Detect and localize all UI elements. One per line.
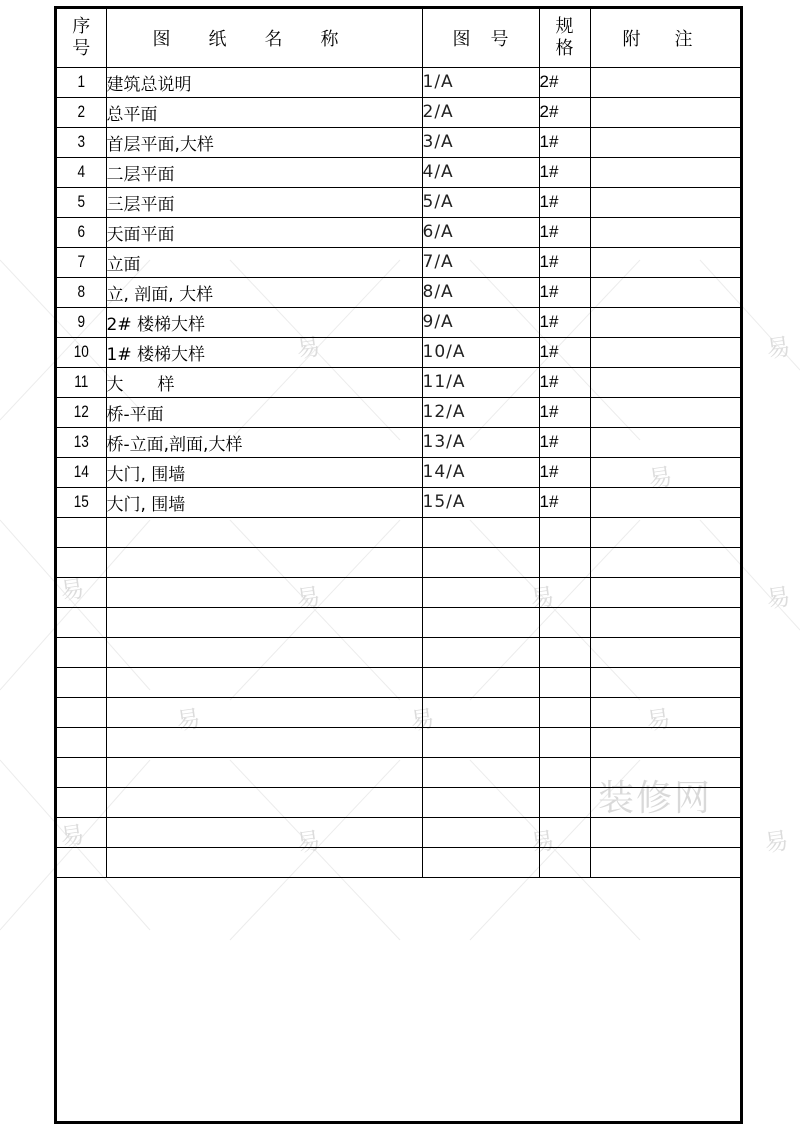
serial-number-cell	[62, 787, 101, 817]
header-remarks: 附 注	[590, 9, 743, 67]
sheet-size-cell: 1#	[539, 487, 590, 517]
watermark-char: 易	[58, 574, 87, 606]
header-drawing-name: 图 纸 名 称	[106, 9, 422, 67]
serial-number-cell	[62, 817, 101, 847]
remarks-cell	[590, 157, 743, 187]
table-row	[57, 367, 743, 397]
watermark-char: 易	[294, 582, 323, 614]
drawing-name-cell	[106, 847, 422, 877]
sheet-size-cell	[539, 667, 590, 697]
serial-number-cell: 5	[62, 187, 101, 217]
sheet-size-cell	[539, 607, 590, 637]
table-row	[57, 667, 743, 697]
watermark-char: 易	[174, 704, 203, 736]
drawing-name-cell	[106, 547, 422, 577]
sheet-size-cell: 1#	[539, 217, 590, 247]
table-row	[57, 547, 743, 577]
drawing-name-cell: 大门, 围墙	[106, 487, 422, 517]
remarks-cell	[590, 97, 743, 127]
serial-number-cell: 13	[62, 427, 101, 457]
serial-number-cell: 14	[62, 457, 101, 487]
remarks-cell	[590, 367, 743, 397]
drawing-number-cell	[422, 577, 539, 607]
remarks-cell	[590, 337, 743, 367]
table-row	[57, 187, 743, 217]
remarks-cell	[590, 637, 743, 667]
table-row	[57, 277, 743, 307]
drawing-name-cell	[106, 787, 422, 817]
drawing-number-cell: 9/A	[422, 307, 539, 337]
sheet-size-cell: 1#	[539, 247, 590, 277]
sheet-size-cell: 1#	[539, 277, 590, 307]
watermark-char: 易	[58, 820, 87, 852]
remarks-cell	[590, 727, 743, 757]
remarks-cell	[590, 307, 743, 337]
drawing-name-cell: 桥-立面,剖面,大样	[106, 427, 422, 457]
drawing-name-cell: 大 样	[106, 367, 422, 397]
serial-number-cell: 15	[62, 487, 101, 517]
sheet-size-cell	[539, 787, 590, 817]
drawing-number-cell	[422, 727, 539, 757]
remarks-cell	[590, 187, 743, 217]
table-row	[57, 217, 743, 247]
serial-number-cell	[62, 547, 101, 577]
serial-number-cell	[62, 697, 101, 727]
remarks-cell	[590, 67, 743, 97]
sheet-size-cell	[539, 637, 590, 667]
serial-number-cell: 9	[62, 307, 101, 337]
table-row	[57, 97, 743, 127]
drawing-number-cell: 5/A	[422, 187, 539, 217]
table-row	[57, 517, 743, 547]
table-row	[57, 307, 743, 337]
drawing-name-cell: 二层平面	[106, 157, 422, 187]
drawing-name-cell	[106, 727, 422, 757]
drawing-number-cell: 15/A	[422, 487, 539, 517]
drawing-name-cell	[106, 667, 422, 697]
serial-number-cell	[62, 847, 101, 877]
header-serial-number: 序 号	[57, 9, 106, 67]
serial-number-cell	[62, 757, 101, 787]
remarks-cell	[590, 247, 743, 277]
table-row	[57, 757, 743, 787]
table-row	[57, 787, 743, 817]
drawing-name-cell	[106, 637, 422, 667]
table-row	[57, 487, 743, 517]
sheet-size-cell: 1#	[539, 157, 590, 187]
remarks-cell	[590, 487, 743, 517]
drawing-name-cell: 2# 楼梯大样	[106, 307, 422, 337]
sheet-size-cell: 1#	[539, 427, 590, 457]
remarks-cell	[590, 397, 743, 427]
drawing-name-cell: 总平面	[106, 97, 422, 127]
sheet-size-cell: 1#	[539, 127, 590, 157]
serial-number-cell: 7	[62, 247, 101, 277]
table-row	[57, 427, 743, 457]
remarks-cell	[590, 127, 743, 157]
drawing-number-cell: 12/A	[422, 397, 539, 427]
drawing-list-table	[57, 9, 743, 878]
drawing-name-cell: 建筑总说明	[106, 67, 422, 97]
drawing-name-cell	[106, 817, 422, 847]
drawing-number-cell	[422, 817, 539, 847]
sheet-size-cell	[539, 757, 590, 787]
serial-number-cell: 6	[62, 217, 101, 247]
remarks-cell	[590, 817, 743, 847]
table-row	[57, 247, 743, 277]
drawing-number-cell	[422, 607, 539, 637]
serial-number-cell: 8	[62, 277, 101, 307]
sheet-size-cell: 1#	[539, 397, 590, 427]
serial-number-cell: 11	[62, 367, 101, 397]
serial-number-cell: 2	[62, 97, 101, 127]
drawing-number-cell: 1/A	[422, 67, 539, 97]
table-row	[57, 127, 743, 157]
watermark-char: 易	[528, 826, 557, 858]
remarks-cell	[590, 607, 743, 637]
serial-number-cell	[62, 667, 101, 697]
remarks-cell	[590, 517, 743, 547]
serial-number-cell	[62, 637, 101, 667]
table-row	[57, 697, 743, 727]
drawing-name-cell: 首层平面,大样	[106, 127, 422, 157]
header-sheet-size: 规 格	[539, 9, 590, 67]
sheet-size-cell	[539, 577, 590, 607]
sheet-size-cell: 1#	[539, 337, 590, 367]
serial-number-cell	[62, 727, 101, 757]
watermark-char: 易	[644, 704, 673, 736]
table-row	[57, 847, 743, 877]
watermark-char: 易	[762, 826, 791, 858]
remarks-cell	[590, 217, 743, 247]
sheet-size-cell	[539, 847, 590, 877]
table-row	[57, 67, 743, 97]
watermark-char: 易	[294, 826, 323, 858]
sheet-size-cell	[539, 817, 590, 847]
drawing-number-cell: 3/A	[422, 127, 539, 157]
drawing-sheet	[54, 6, 743, 1124]
drawing-name-cell: 天面平面	[106, 217, 422, 247]
drawing-number-cell: 14/A	[422, 457, 539, 487]
sheet-size-cell	[539, 547, 590, 577]
table-row	[57, 337, 743, 367]
watermark-char: 易	[764, 332, 793, 364]
watermark-char: 易	[646, 462, 675, 494]
sheet-size-cell: 2#	[539, 97, 590, 127]
header-row	[57, 9, 743, 67]
drawing-number-cell	[422, 637, 539, 667]
remarks-cell	[590, 787, 743, 817]
serial-number-cell: 10	[62, 337, 101, 367]
remarks-cell	[590, 697, 743, 727]
watermark-char: 易	[528, 582, 557, 614]
table-row	[57, 607, 743, 637]
remarks-cell	[590, 427, 743, 457]
drawing-number-cell: 13/A	[422, 427, 539, 457]
drawing-number-cell	[422, 547, 539, 577]
sheet-size-cell	[539, 727, 590, 757]
remarks-cell	[590, 277, 743, 307]
table-body	[57, 67, 743, 877]
sheet-size-cell: 2#	[539, 67, 590, 97]
drawing-name-cell: 1# 楼梯大样	[106, 337, 422, 367]
serial-number-cell: 4	[62, 157, 101, 187]
drawing-number-cell: 10/A	[422, 337, 539, 367]
remarks-cell	[590, 547, 743, 577]
drawing-name-cell: 立面	[106, 247, 422, 277]
serial-number-cell: 1	[62, 67, 101, 97]
serial-number-cell	[62, 607, 101, 637]
sheet-size-cell	[539, 697, 590, 727]
serial-number-cell	[62, 577, 101, 607]
table-row	[57, 457, 743, 487]
drawing-number-cell: 2/A	[422, 97, 539, 127]
drawing-number-cell: 6/A	[422, 217, 539, 247]
header-drawing-number: 图 号	[422, 9, 539, 67]
remarks-cell	[590, 577, 743, 607]
remarks-cell	[590, 847, 743, 877]
drawing-name-cell: 三层平面	[106, 187, 422, 217]
drawing-name-cell: 大门, 围墙	[106, 457, 422, 487]
drawing-name-cell	[106, 577, 422, 607]
sheet-size-cell: 1#	[539, 307, 590, 337]
watermark-brand: 装修网	[598, 778, 713, 819]
sheet-size-cell: 1#	[539, 367, 590, 397]
drawing-name-cell	[106, 757, 422, 787]
drawing-number-cell	[422, 697, 539, 727]
drawing-name-cell	[106, 517, 422, 547]
drawing-name-cell	[106, 607, 422, 637]
sheet-size-cell	[539, 517, 590, 547]
drawing-number-cell: 11/A	[422, 367, 539, 397]
drawing-number-cell: 4/A	[422, 157, 539, 187]
table-row	[57, 397, 743, 427]
remarks-cell	[590, 457, 743, 487]
remarks-cell	[590, 667, 743, 697]
sheet-size-cell: 1#	[539, 457, 590, 487]
watermark-char: 易	[294, 332, 323, 364]
serial-number-cell	[62, 517, 101, 547]
drawing-number-cell	[422, 847, 539, 877]
drawing-name-cell: 立, 剖面, 大样	[106, 277, 422, 307]
drawing-number-cell	[422, 757, 539, 787]
drawing-name-cell: 桥-平面	[106, 397, 422, 427]
drawing-number-cell: 8/A	[422, 277, 539, 307]
table-row	[57, 157, 743, 187]
serial-number-cell: 3	[62, 127, 101, 157]
sheet-size-cell: 1#	[539, 187, 590, 217]
remarks-cell	[590, 757, 743, 787]
table-row	[57, 577, 743, 607]
table-row	[57, 637, 743, 667]
watermark-char: 易	[408, 704, 437, 736]
drawing-number-cell	[422, 667, 539, 697]
table-row	[57, 727, 743, 757]
watermark-char: 易	[764, 582, 793, 614]
serial-number-cell: 12	[62, 397, 101, 427]
drawing-number-cell	[422, 787, 539, 817]
table-row	[57, 817, 743, 847]
drawing-name-cell	[106, 697, 422, 727]
drawing-number-cell: 7/A	[422, 247, 539, 277]
drawing-number-cell	[422, 517, 539, 547]
